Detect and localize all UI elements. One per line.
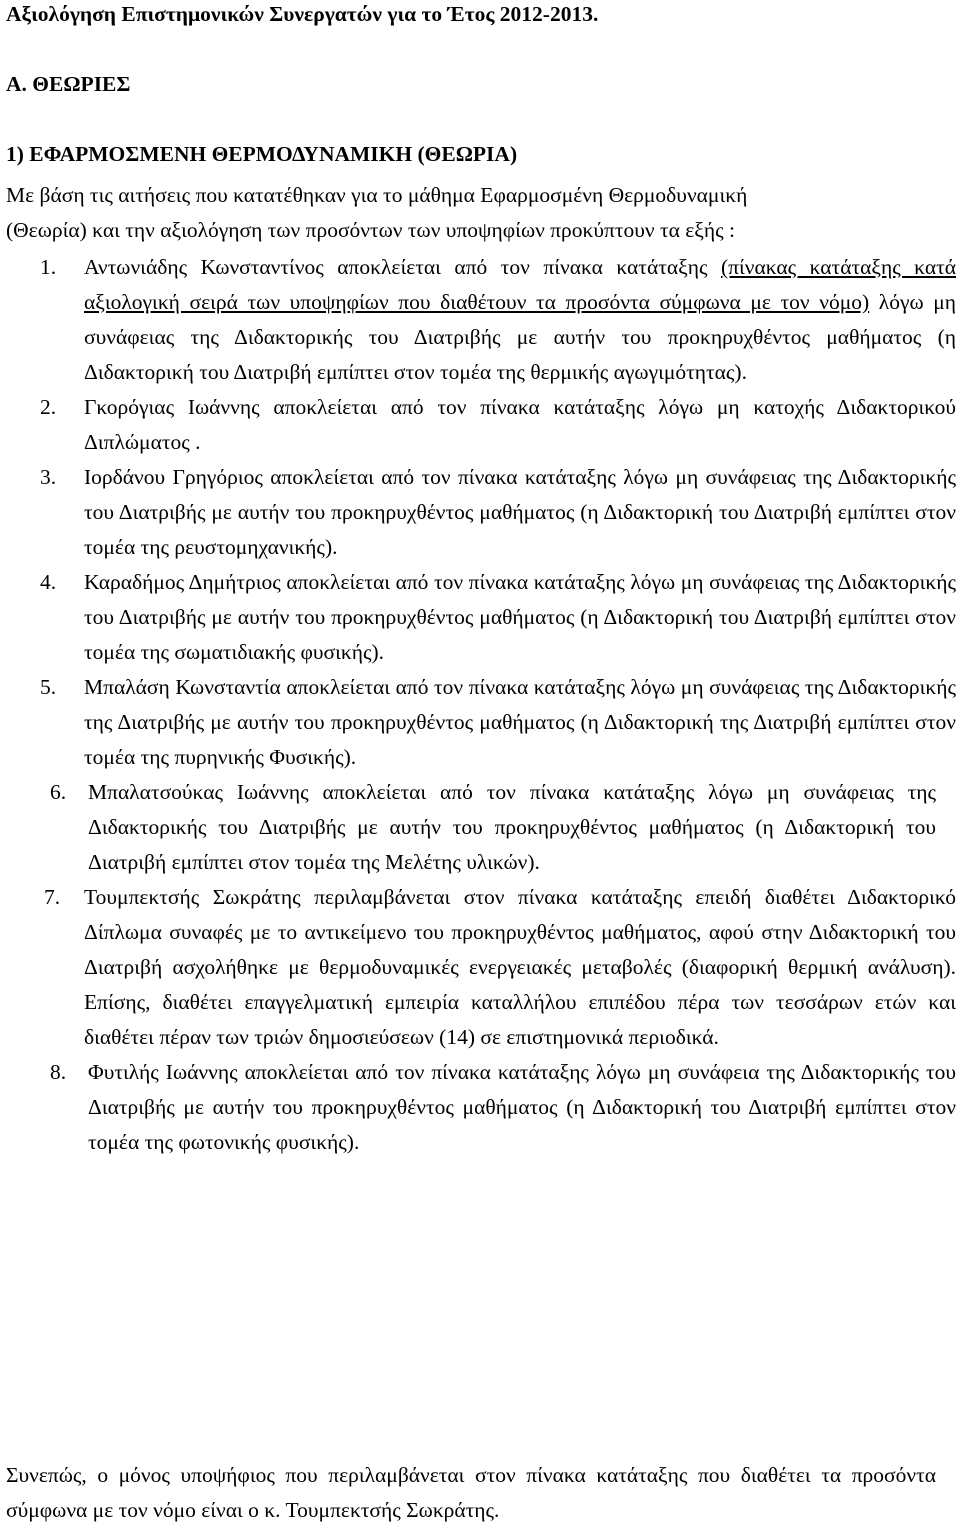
list-item-number: 6. [50,780,67,804]
section-heading: Α. ΘΕΩΡΙΕΣ [6,72,131,96]
list-item-text: Τουμπεκτσής Σωκράτης περιλαμβάνεται στον πίνακα κατάταξης επειδή διαθέτει Διδακτορικό Δίπλωμα συναφές με το αντικείμενο του προκηρυχθέντος μαθήματος, αφού στην Διδακτορική του Διατριβή ασχολήθηκε με θερμοδυναμικές ενεργειακές μεταβολές (διαφορική θερμική ανάλυση). Επίσης, διαθέτει επαγγελματική εμπειρία καταλλήλου επιπέδου πέρα των τεσσάρων ετών και διαθέτει πέραν των τριών δημοσιεύσεων (14) σε επιστημονικά περιοδικά. [84,885,956,1049]
list-item-number: 8. [50,1060,67,1084]
list-item-text-end: λόγω μη συνάφειας της Διδακτορικής του Διατριβής με αυτήν του προκηρυχθέντος μαθήματος (η Διδακτορική του Διατριβή εμπίπτει στον τομέα της θερμικής αγωγιμότητας). [84,290,956,384]
list-item [0,565,960,670]
list-item-text [84,250,956,390]
list-item-text: Ιορδάνου Γρηγόριος αποκλείεται από τον πίνακα κατάταξης λόγω μη συνάφειας της Διδακτορικής του Διατριβής με αυτήν του προκηρυχθέντος μαθήματος (η Διδακτορική του Διατριβή εμπίπτει στον τομέα της ρευστομηχανικής). [84,465,956,559]
list-item-number: 4. [40,570,57,594]
candidate-list [0,250,960,1160]
underlined-definition: (πίνακας κατάταξης κατά αξιολογική σειρά των υποψηφίων που διαθέτουν τα προσόντα σύμφωνα με τον νόμο) [84,255,957,314]
intro-paragraph [6,178,956,248]
list-item-text: Γκορόγιας Ιωάννης αποκλείεται από τον πίνακα κατάταξης λόγω μη κατοχής Διδακτορικού Διπλώματος . [84,395,956,454]
list-item [0,390,960,460]
list-item-text: Μπαλάση Κωνσταντία αποκλείεται από τον πίνακα κατάταξης λόγω μη συνάφειας της Διδακτορικής της Διατριβής με αυτήν του προκηρυχθέντος μαθήματος (η Διδακτορική της Διατριβή εμπίπτει στον τομέα της πυρηνικής Φυσικής). [84,675,956,769]
document-title: Αξιολόγηση Επιστημονικών Συνεργατών για το Έτος 2012-2013. [6,2,599,26]
list-item [0,460,960,565]
list-item-number: 7. [44,885,61,909]
list-item-text: Καραδήμος Δημήτριος αποκλείεται από τον πίνακα κατάταξης λόγω μη συνάφειας της Διδακτορικής του Διατριβής με αυτήν του προκηρυχθέντος μαθήματος (η Διδακτορική του Διατριβή εμπίπτει στον τομέα της σωματιδιακής φυσικής). [84,570,956,664]
subsection-heading: 1) ΕΦΑΡΜΟΣΜΕΝΗ ΘΕΡΜΟΔΥΝΑΜΙΚΗ (ΘΕΩΡΙΑ) [6,142,518,166]
list-item-number: 2. [40,395,57,419]
intro-line-2: (Θεωρία) και την αξιολόγηση των προσόντων των υποψηφίων προκύπτουν τα εξής : [6,218,735,242]
list-item-number: 5. [40,675,57,699]
list-item-number: 1. [40,255,57,279]
list-item [0,880,960,1055]
list-item [0,250,960,390]
list-item [0,1055,960,1160]
intro-line-1: Με βάση τις αιτήσεις που κατατέθηκαν για το μάθημα Εφαρμοσμένη Θερμοδυναμική [6,183,748,207]
list-item [0,670,960,775]
list-item-text: Φυτιλής Ιωάννης αποκλείεται από τον πίνακα κατάταξης λόγω μη συνάφεια της Διδακτορικής του Διατριβής με αυτήν του προκηρυχθέντος μαθήματος (η Διδακτορική του Διατριβή εμπίπτει στον τομέα της φωτονικής φυσικής). [88,1060,956,1154]
conclusion-paragraph: Συνεπώς, ο μόνος υποψήφιος που περιλαμβάνεται στον πίνακα κατάταξης που διαθέτει τα προσόντα σύμφωνα με τον νόμο είναι ο κ. Τουμπεκτσής Σωκράτης. [6,1463,936,1522]
list-item [0,775,960,880]
list-item-number: 3. [40,465,57,489]
list-item-text: Μπαλατσούκας Ιωάννης αποκλείεται από τον πίνακα κατάταξης λόγω μη συνάφειας της Διδακτορικής του Διατριβής με αυτήν του προκηρυχθέντος μαθήματος (η Διδακτορική του Διατριβή εμπίπτει στον τομέα της Μελέτης υλικών). [88,780,936,874]
list-item-text-start: Αντωνιάδης Κωνσταντίνος αποκλείεται από τον πίνακα κατάταξης [84,255,721,279]
